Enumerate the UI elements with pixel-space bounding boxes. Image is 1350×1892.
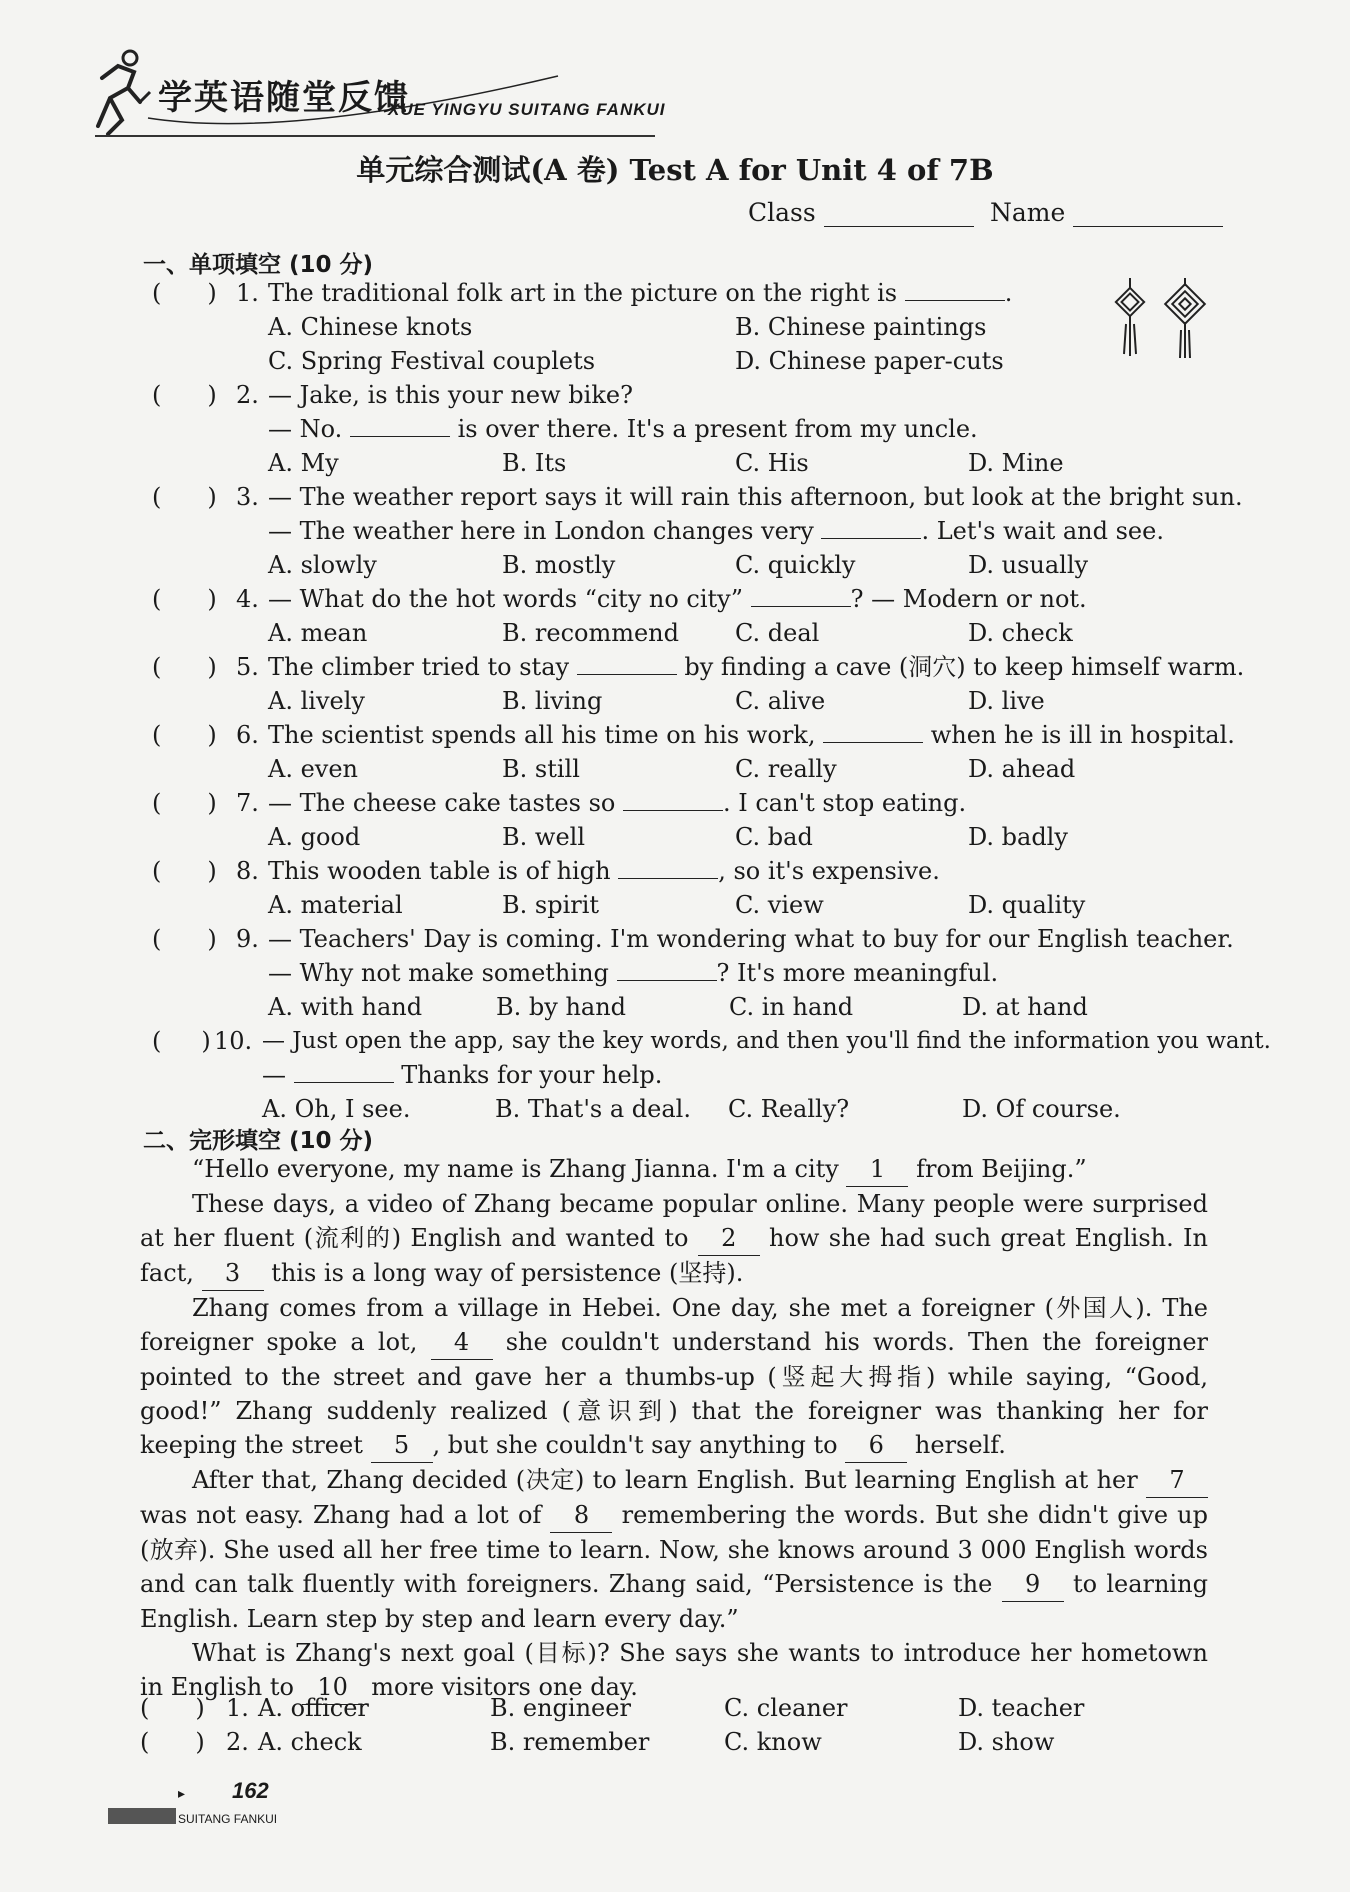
question-number: 1. (236, 279, 259, 307)
answer-paren[interactable]: ( ) (152, 279, 217, 307)
question-number: 8. (236, 857, 259, 885)
option-b[interactable]: B. well (502, 823, 585, 851)
question-number: 5. (236, 653, 259, 681)
question-number: 2. (226, 1728, 249, 1756)
option-d[interactable]: D. live (968, 687, 1045, 715)
logo-chinese-title: 学英语随堂反馈 (158, 78, 410, 118)
answer-paren[interactable]: ( ) (152, 789, 217, 817)
class-label: Class (748, 198, 816, 227)
question-stem: — Just open the app, say the key words, and then you'll find the information you want. (262, 1028, 1271, 1054)
passage-paragraph-2: These days, a video of Zhang became popular online. Many people were surprised at her fluent (流利的) English and wanted to 2 how she had such great English. In fact, 3 this is a long way of persistence (坚持). (140, 1187, 1208, 1291)
option-a[interactable]: A. slowly (268, 551, 377, 579)
class-blank[interactable] (824, 202, 974, 227)
passage-paragraph-4: After that, Zhang decided (决定) to learn English. But learning English at her 7 was not easy. Zhang had a lot of 8 remembering the words. But she didn't give up (放弃). She used all her free time to learn. Now, she knows around 3 000 English words and can talk fluently with foreigners. Zhang said, “Persistence is the 9 to learning English. Learn step by step and learn every day.” (140, 1463, 1208, 1636)
option-a[interactable]: A. My (268, 449, 339, 477)
question-number: 9. (236, 925, 259, 953)
passage-paragraph-1: “Hello everyone, my name is Zhang Jianna. I'm a city 1 from Beijing.” (140, 1152, 1208, 1187)
cloze-blank-1[interactable]: 1 (846, 1152, 908, 1187)
option-b[interactable]: B. engineer (490, 1694, 631, 1722)
question-number: 10. (214, 1027, 253, 1055)
name-field[interactable] (990, 198, 1223, 227)
question-stem: — Teachers' Day is coming. I'm wondering what to buy for our English teacher. (268, 925, 1234, 953)
option-a[interactable]: A. Oh, I see. (262, 1095, 411, 1123)
option-c[interactable]: C. really (735, 755, 837, 783)
question-stem-line: — The weather here in London changes very . Let's wait and see. (268, 517, 1164, 545)
option-c[interactable]: C. alive (735, 687, 826, 715)
option-b[interactable]: B. Its (502, 449, 567, 477)
option-d[interactable]: D. badly (968, 823, 1068, 851)
cloze-blank-10[interactable]: 10 (302, 1670, 364, 1705)
answer-paren[interactable]: ( ) (152, 381, 217, 409)
option-b[interactable]: B. by hand (496, 993, 627, 1021)
cloze-blank-3[interactable]: 3 (202, 1256, 264, 1291)
option-b[interactable]: B. spirit (502, 891, 600, 919)
option-d[interactable]: D. Mine (968, 449, 1064, 477)
page-arrow-icon: ▸ (178, 1786, 186, 1802)
option-b[interactable]: B. remember (490, 1728, 650, 1756)
page-number: 162 (232, 1778, 269, 1803)
option-a[interactable]: A. check (258, 1728, 362, 1756)
option-c[interactable]: C. view (735, 891, 824, 919)
option-b[interactable]: B. recommend (502, 619, 679, 647)
passage-paragraph-5: What is Zhang's next goal (目标)? She says she wants to introduce her hometown in English to 10 more visitors one day. (140, 1636, 1208, 1705)
logo-pinyin-title: XUE YINGYU SUITANG FANKUI (388, 100, 666, 119)
answer-paren[interactable]: ( ) (140, 1728, 205, 1756)
option-a[interactable]: A. good (268, 823, 361, 851)
question-stem: This wooden table is of high , so it's expensive. (268, 857, 940, 885)
class-field[interactable] (748, 198, 974, 227)
answer-paren[interactable]: ( ) (152, 585, 217, 613)
option-b[interactable]: B. Chinese paintings (735, 313, 987, 341)
answer-paren[interactable]: ( ) (152, 721, 217, 749)
cloze-blank-6[interactable]: 6 (845, 1428, 907, 1463)
answer-paren[interactable]: ( ) (152, 1027, 211, 1055)
option-a[interactable]: A. mean (268, 619, 368, 647)
option-c[interactable]: C. His (735, 449, 809, 477)
answer-paren[interactable]: ( ) (152, 857, 217, 885)
answer-blank[interactable] (905, 278, 1005, 301)
option-c[interactable]: C. deal (735, 619, 820, 647)
answer-paren[interactable]: ( ) (140, 1694, 205, 1722)
name-blank[interactable] (1073, 202, 1223, 227)
option-a[interactable]: A. lively (268, 687, 365, 715)
option-d[interactable]: D. ahead (968, 755, 1076, 783)
footer-logo-mark (108, 1808, 176, 1824)
cloze-blank-8[interactable]: 8 (550, 1498, 612, 1533)
cloze-passage (140, 1152, 1208, 1705)
question-number: 4. (236, 585, 259, 613)
option-d[interactable]: D. Chinese paper-cuts (735, 347, 1004, 375)
cloze-blank-4[interactable]: 4 (431, 1325, 493, 1360)
option-c[interactable]: C. Spring Festival couplets (268, 347, 596, 375)
question-number: 7. (236, 789, 259, 817)
answer-blank[interactable] (751, 584, 851, 607)
question-stem: The traditional folk art in the picture on the right is . (268, 279, 1013, 307)
cloze-blank-7[interactable]: 7 (1146, 1463, 1208, 1498)
question-stem: — The cheese cake tastes so . I can't stop eating. (268, 789, 967, 817)
question-number: 2. (236, 381, 259, 409)
answer-blank[interactable] (823, 720, 923, 743)
option-b[interactable]: B. That's a deal. (495, 1095, 691, 1123)
answer-paren[interactable]: ( ) (152, 925, 217, 953)
header-divider (95, 135, 655, 137)
option-d[interactable]: D. show (958, 1728, 1055, 1756)
question-stem-line: — Thanks for your help. (262, 1061, 663, 1089)
answer-blank[interactable] (821, 516, 921, 539)
option-a[interactable]: A. even (268, 755, 359, 783)
page-title: 单元综合测试(A 卷) Test A for Unit 4 of 7B (356, 153, 994, 187)
option-c[interactable]: C. Really? (728, 1095, 850, 1123)
question-stem: — Jake, is this your new bike? (268, 381, 633, 409)
answer-blank[interactable] (350, 414, 450, 437)
option-b[interactable]: B. still (502, 755, 580, 783)
option-c[interactable]: C. in hand (729, 993, 854, 1021)
option-c[interactable]: C. cleaner (724, 1694, 848, 1722)
question-stem-line: — Why not make something ? It's more meaningful. (268, 959, 999, 987)
answer-paren[interactable]: ( ) (152, 653, 217, 681)
option-b[interactable]: B. mostly (502, 551, 616, 579)
question-number: 1. (226, 1694, 249, 1722)
question-stem: — What do the hot words “city no city” ? — Modern or not. (268, 585, 1087, 613)
question-number: 3. (236, 483, 259, 511)
passage-paragraph-3: Zhang comes from a village in Hebei. One day, she met a foreigner (外国人). The foreigner spoke a lot, 4 she couldn't understand his words. Then the foreigner pointed to the street and gave her a thumbs-up (竖起大拇指) while saying, “Good, good!” Zhang suddenly realized (意识到) that the foreigner was thanking her for keeping the street 5 , but she couldn't say anything to 6 herself. (140, 1291, 1208, 1463)
option-a[interactable]: A. officer (258, 1694, 369, 1722)
question-stem: — The weather report says it will rain this afternoon, but look at the bright sun. (268, 483, 1243, 511)
footer-subtitle: SUITANG FANKUI (178, 1812, 278, 1826)
option-d[interactable]: D. teacher (958, 1694, 1085, 1722)
header-logo (88, 48, 688, 138)
answer-blank[interactable] (623, 788, 723, 811)
answer-blank[interactable] (577, 652, 677, 675)
option-d[interactable]: D. at hand (962, 993, 1088, 1021)
question-number: 6. (236, 721, 259, 749)
question-stem: The scientist spends all his time on his work, when he is ill in hospital. (268, 721, 1235, 749)
option-c[interactable]: C. quickly (735, 551, 856, 579)
question-stem: The climber tried to stay by finding a cave (洞穴) to keep himself warm. (268, 653, 1245, 681)
cloze-blank-5[interactable]: 5 (371, 1428, 433, 1463)
section-2-heading: 二、完形填空 (10 分) (143, 1128, 374, 1154)
option-d[interactable]: D. usually (968, 551, 1089, 579)
option-a[interactable]: A. material (268, 891, 403, 919)
name-label: Name (990, 198, 1066, 227)
option-c[interactable]: C. bad (735, 823, 813, 851)
answer-paren[interactable]: ( ) (152, 483, 217, 511)
option-d[interactable]: D. check (968, 619, 1073, 647)
question-stem-line: — No. is over there. It's a present from my uncle. (268, 415, 978, 443)
answer-blank[interactable] (294, 1060, 394, 1083)
option-d[interactable]: D. Of course. (962, 1095, 1121, 1123)
answer-blank[interactable] (617, 958, 717, 981)
cloze-blank-9[interactable]: 9 (1002, 1567, 1064, 1602)
cloze-blank-2[interactable]: 2 (698, 1221, 760, 1256)
chinese-knots-icon (1105, 278, 1215, 358)
option-b[interactable]: B. living (502, 687, 603, 715)
option-d[interactable]: D. quality (968, 891, 1086, 919)
option-c[interactable]: C. know (724, 1728, 822, 1756)
answer-blank[interactable] (618, 856, 718, 879)
option-a[interactable]: A. with hand (268, 993, 423, 1021)
option-a[interactable]: A. Chinese knots (268, 313, 473, 341)
section-1-heading: 一、单项填空 (10 分) (143, 252, 374, 278)
